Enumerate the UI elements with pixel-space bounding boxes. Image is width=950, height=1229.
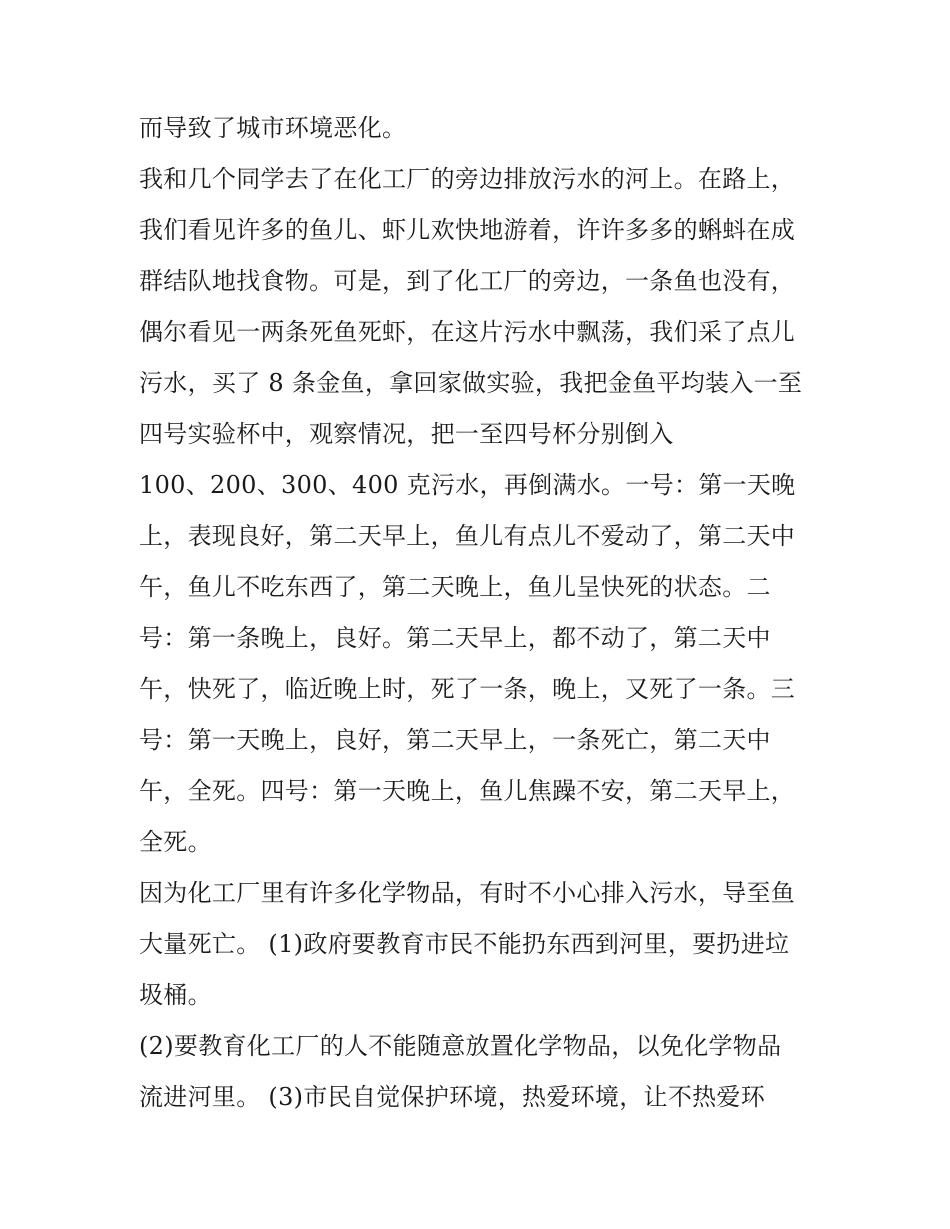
text-line-11: 号：第一条晚上，良好。第二天早上，都不动了，第二天中: [139, 624, 771, 652]
text-line-18: 圾桶。: [139, 981, 212, 1009]
text-line-14: 午，全死。四号：第一天晚上，鱼儿焦躁不安，第二天早上，: [139, 777, 796, 805]
text-line-12: 午，快死了，临近晚上时，死了一条，晚上，又死了一条。三: [139, 675, 796, 703]
text-line-7: 四号实验杯中，观察情况，把一至四号杯分别倒入: [139, 420, 674, 448]
text-line-19: (2)要教育化工厂的人不能随意放置化学物品，以免化学物品: [139, 1032, 782, 1060]
text-line-13: 号：第一天晚上，良好，第二天早上，一条死亡，第二天中: [139, 726, 771, 754]
text-line-5: 偶尔看见一两条死鱼死虾，在这片污水中飘荡，我们采了点儿: [139, 318, 796, 346]
text-line-10: 午，鱼儿不吃东西了，第二天晚上，鱼儿呈快死的状态。二: [139, 573, 771, 601]
text-line-4: 群结队地找食物。可是，到了化工厂的旁边，一条鱼也没有，: [139, 267, 796, 295]
text-line-15: 全死。: [139, 828, 212, 856]
text-line-9: 上，表现良好，第二天早上，鱼儿有点儿不爱动了，第二天中: [139, 522, 796, 550]
text-line-20: 流进河里。 (3)市民自觉保护环境，热爱环境，让不热爱环: [139, 1083, 766, 1111]
text-line-8: 100、200、300、400 克污水，再倒满水。一号：第一天晚: [139, 471, 796, 499]
text-line-3: 我们看见许多的鱼儿、虾儿欢快地游着，许许多多的蝌蚪在成: [139, 216, 796, 244]
text-line-16: 因为化工厂里有许多化学物品，有时不小心排入污水，导至鱼: [139, 879, 796, 907]
text-line-1: 而导致了城市环境恶化。: [139, 114, 407, 142]
text-line-17: 大量死亡。 (1)政府要教育市民不能扔东西到河里，要扔进垃: [139, 930, 790, 958]
text-line-6: 污水，买了 8 条金鱼，拿回家做实验，我把金鱼平均装入一至: [139, 369, 803, 397]
text-line-2: 我和几个同学去了在化工厂的旁边排放污水的河上。在路上，: [139, 165, 796, 193]
